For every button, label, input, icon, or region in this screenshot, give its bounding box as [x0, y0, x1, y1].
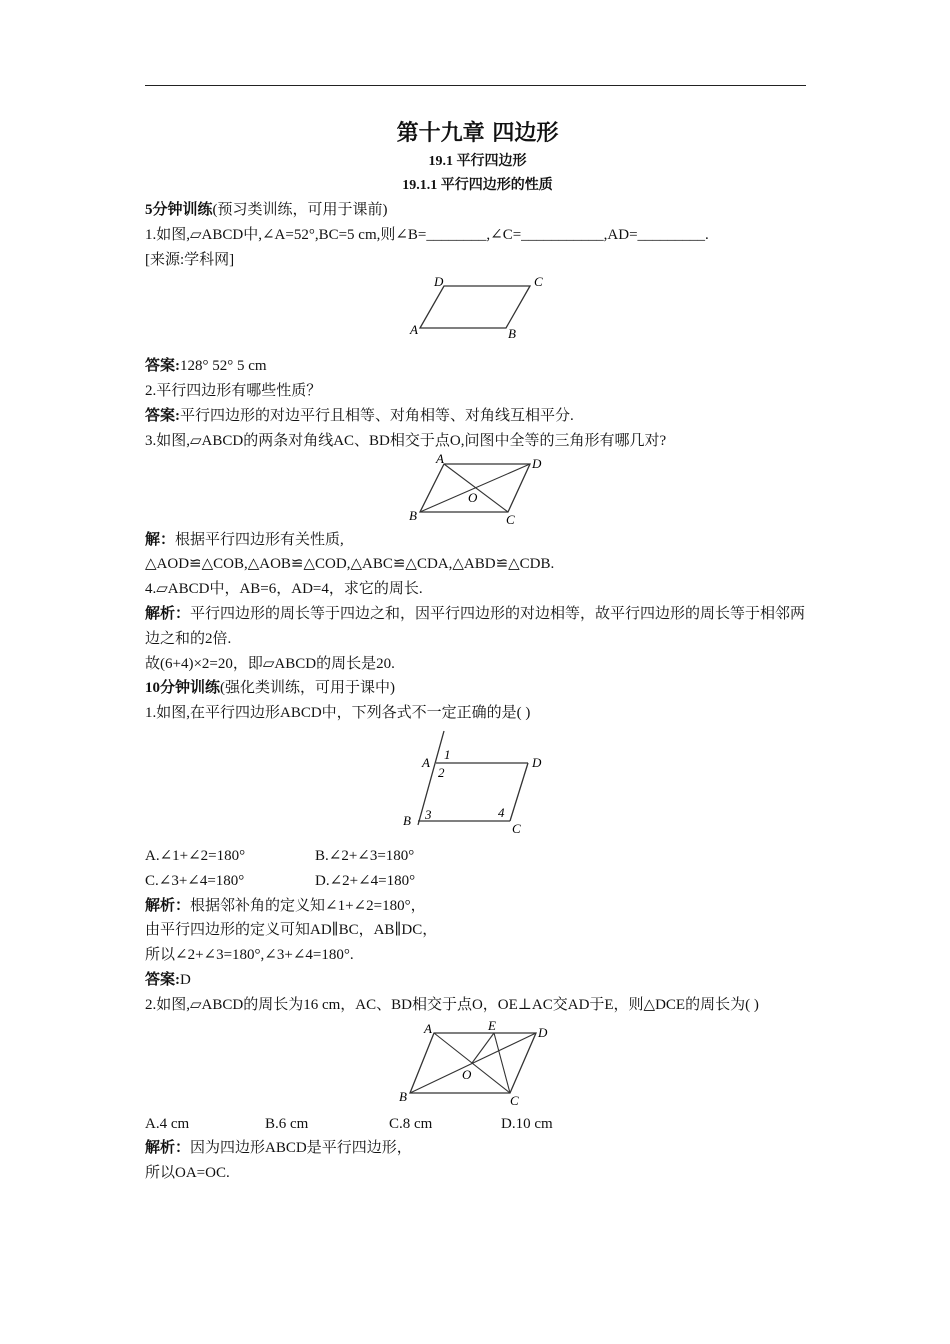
chapter-title: 第十九章 四边形 — [396, 121, 559, 146]
part2-q1-options-row1 — [145, 844, 810, 869]
side-dc — [510, 763, 528, 821]
section-title: 19.1 平行四边形 — [428, 154, 527, 169]
header-rule — [145, 85, 806, 86]
option-b: B.∠2+∠3=180° — [315, 847, 415, 864]
part1-q2: 2.平行四边形有哪些性质？ — [145, 383, 322, 400]
fig4-label-b: B — [398, 1088, 407, 1104]
parallelogram-1-shape — [420, 286, 530, 328]
part1-q1: 1.如图,▱ABCD中,∠A=52°,BC=5 cm,则∠B=________,∠C=___________,AD=_________. — [145, 226, 709, 243]
subsection-title: 19.1.1 平行四边形的性质 — [402, 178, 553, 193]
part1-q4-result: 故(6+4)×2=20，即▱ABCD的周长是20. — [145, 655, 395, 672]
fig1-label-d: D — [433, 274, 443, 290]
fig4-label-d: D — [537, 1024, 547, 1040]
fig2-label-c: C — [505, 511, 515, 527]
fig1-label-a: A — [409, 322, 418, 338]
q2-option-a: A.4 cm — [145, 1115, 190, 1132]
fig4-label-c: C — [509, 1092, 519, 1108]
fig3-label-a: A — [421, 754, 430, 770]
part1-q2-answer: 答案:平行四边形的对边平行且相等、对角相等、对角线互相平分. — [145, 407, 574, 424]
part2-q2-options — [145, 1112, 810, 1137]
option-c: C.∠3+∠4=180° — [145, 872, 245, 889]
fig2-label-d: D — [531, 455, 541, 471]
part2-q1-analysis: 解析：根据邻补角的定义知∠1+∠2=180°， — [145, 897, 426, 914]
fig3-label-c: C — [511, 820, 521, 836]
q2-option-d: D.10 cm — [501, 1115, 553, 1132]
part2-q2-analysis: 解析：因为四边形ABCD是平行四边形， — [145, 1140, 412, 1157]
option-d: D.∠2+∠4=180° — [315, 872, 416, 889]
part1-q1-answer: 答案:128° 52° 5 cm — [145, 358, 267, 375]
figure-parallelogram-4 — [145, 1019, 810, 1109]
fig3-label-4: 4 — [497, 804, 504, 820]
q2-option-b: B.6 cm — [265, 1115, 309, 1132]
option-a: A.∠1+∠2=180° — [145, 847, 246, 864]
fig4-label-a: A — [423, 1020, 432, 1036]
fig2-label-a: A — [435, 453, 444, 466]
part2-heading: 10分钟训练(强化类训练，可用于课中) — [145, 680, 396, 697]
part2-q1-analysis-2: 由平行四边形的定义可知AD∥BC，AB∥DC， — [145, 922, 438, 939]
figure-parallelogram-2 — [145, 454, 810, 527]
fig1-label-b: B — [507, 326, 516, 342]
fig2-label-b: B — [408, 507, 417, 523]
fig3-label-3: 3 — [424, 806, 431, 822]
part1-q4-analysis: 解析：平行四边形的周长等于四边之和，因平行四边形的对边相等，故平行四边形的周长等于相邻两边之和的2倍. — [145, 605, 806, 647]
q2-option-c: C.8 cm — [389, 1115, 433, 1132]
fig4-label-e: E — [487, 1018, 496, 1033]
diagonal-bd-4 — [410, 1033, 536, 1093]
figure-parallelogram-3 — [145, 727, 810, 841]
part1-q3-solution-2: △AOD≌△COB,△AOB≌△COD,△ABC≌△CDA,△ABD≌△CDB. — [145, 556, 555, 573]
fig3-label-b: B — [402, 812, 411, 828]
part1-q3: 3.如图,▱ABCD的两条对角线AC、BD相交于点O,问图中全等的三角形有哪几对? — [145, 432, 667, 449]
segment-ec — [494, 1033, 510, 1093]
part1-q1-source: [来源:学科网] — [145, 251, 235, 268]
part2-q1-options-row2 — [145, 869, 810, 894]
part2-q1-analysis-3: 所以∠2+∠3=180°,∠3+∠4=180°. — [145, 947, 354, 964]
fig3-label-1: 1 — [443, 746, 450, 762]
part1-q4: 4.▱ABCD中，AB=6，AD=4，求它的周长. — [145, 581, 423, 598]
part2-q2-analysis-2: 所以OA=OC. — [145, 1165, 230, 1182]
part1-q3-solution: 解：根据平行四边形有关性质, — [145, 531, 344, 548]
parallelogram-4-svg — [398, 1019, 558, 1109]
fig4-label-o: O — [461, 1066, 471, 1082]
document-page — [145, 118, 810, 1186]
parallelogram-2-svg — [408, 454, 548, 527]
part2-q1-answer: 答案:D — [145, 971, 191, 988]
fig1-label-c: C — [533, 274, 543, 290]
fig3-label-2: 2 — [437, 764, 444, 780]
part1-heading: 5分钟训练(预习类训练，可用于课前) — [145, 202, 388, 218]
fig2-label-o: O — [467, 489, 477, 505]
part2-q2: 2.如图,▱ABCD的周长为16 cm，AC、BD相交于点O，OE⊥AC交AD于E，则△DCE的周长为( ) — [145, 996, 759, 1013]
parallelogram-1-svg — [408, 274, 548, 348]
part2-q1: 1.如图,在平行四边形ABCD中，下列各式不一定正确的是( ) — [145, 705, 531, 722]
fig3-label-d: D — [531, 754, 541, 770]
parallelogram-3-svg — [398, 727, 558, 841]
figure-parallelogram-1 — [145, 274, 810, 348]
